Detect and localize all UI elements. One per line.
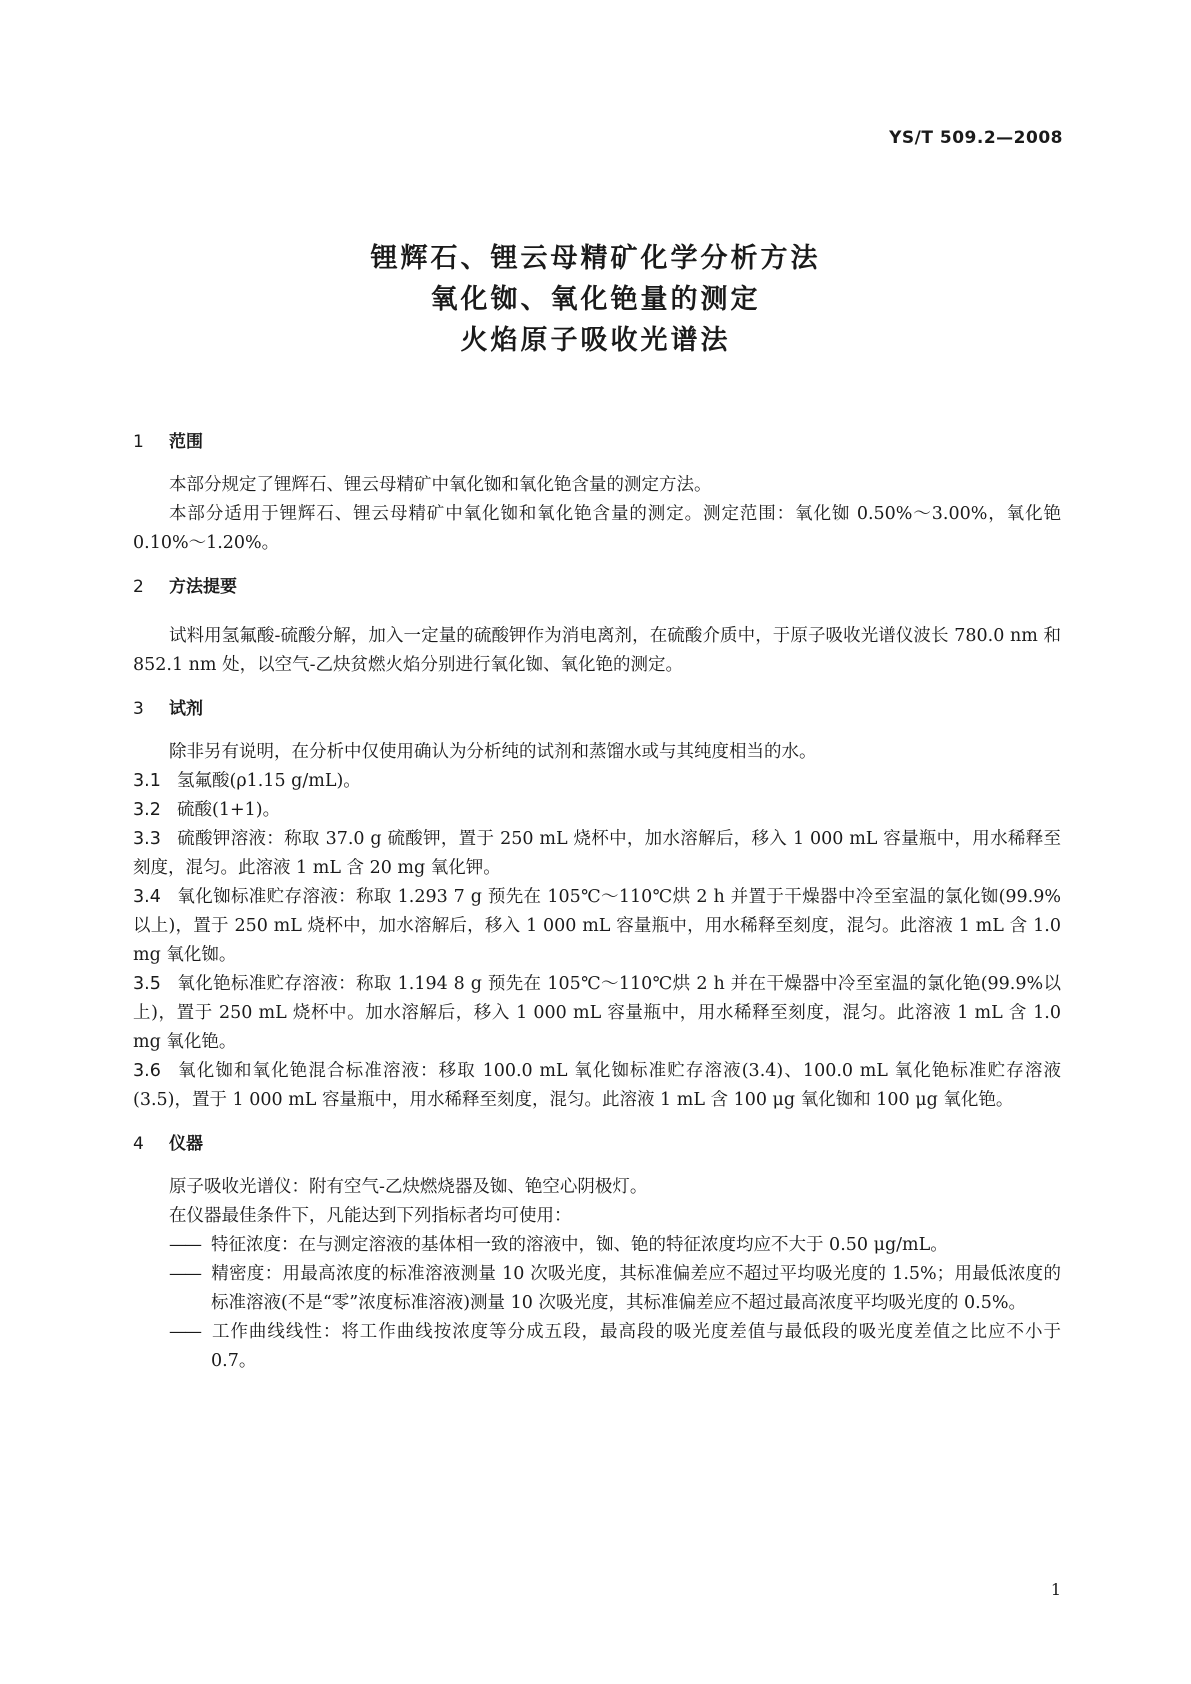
section-number: 2 <box>133 577 144 597</box>
dash-mark: —— <box>169 1235 200 1255</box>
item-text: 硫酸(1+1)。 <box>177 800 281 820</box>
paragraph: 本部分规定了锂辉石、锂云母精矿中氧化铷和氧化铯含量的测定方法。 <box>169 475 712 495</box>
section-title: 范围 <box>169 432 203 452</box>
item-text: 氧化铷和氧化铯混合标准溶液：移取 100.0 mL 氧化铷标准贮存溶液(3.4)、100.0 mL 氧化铯标准贮存溶液(3.5)，置于 1 000 mL 容量瓶中，用水稀释至刻度，混匀。此溶液 1 mL 含 100 μg 氧化铷和 100 μg 氧化铯。 <box>133 1061 1061 1110</box>
item-text: 氢氟酸(ρ1.15 g/mL)。 <box>177 771 361 791</box>
item-text: 氧化铯标准贮存溶液：称取 1.194 8 g 预先在 105℃～110℃烘 2 h 并在干燥器中冷至室温的氯化铯(99.9%以上)，置于 250 mL 烧杯中。加水溶解后，移入 1 000 mL 容量瓶中，用水稀释至刻度，混匀。此溶液 1 mL 含 1.0 mg 氧化铯。 <box>133 974 1061 1052</box>
item-number: 3.6 <box>133 1061 161 1081</box>
item-number: 3.2 <box>133 800 161 820</box>
paragraph: 在仪器最佳条件下，凡能达到下列指标者均可使用： <box>169 1206 572 1226</box>
paragraph: 原子吸收光谱仪：附有空气-乙炔燃烧器及铷、铯空心阴极灯。 <box>169 1177 648 1197</box>
standard-number: YS/T 509.2—2008 <box>889 128 1063 148</box>
page-number: 1 <box>1050 1580 1061 1599</box>
item-text: 硫酸钾溶液：称取 37.0 g 硫酸钾，置于 250 mL 烧杯中，加水溶解后，移入 1 000 mL 容量瓶中，用水稀释至刻度，混匀。此溶液 1 mL 含 20 mg 氧化钾。 <box>133 829 1061 878</box>
item-number: 3.4 <box>133 887 161 907</box>
item-number: 3.3 <box>133 829 161 849</box>
paragraph: 除非另有说明，在分析中仅使用确认为分析纯的试剂和蒸馏水或与其纯度相当的水。 <box>169 742 817 762</box>
section-title: 仪器 <box>169 1134 203 1154</box>
reagent-item <box>133 796 1061 825</box>
dash-text: 工作曲线线性：将工作曲线按浓度等分成五段，最高段的吸光度差值与最低段的吸光度差值之比应不小于 0.7。 <box>211 1322 1061 1371</box>
item-text: 氧化铷标准贮存溶液：称取 1.293 7 g 预先在 105℃～110℃烘 2 h 并置于干燥器中冷至室温的氯化铷(99.9%以上)，置于 250 mL 烧杯中，加水溶解后，移入 1 000 mL 容量瓶中，用水稀释至刻度，混匀。此溶液 1 mL 含 1.0 mg 氧化铷。 <box>133 887 1061 965</box>
reagent-item <box>133 970 1061 1057</box>
title-line-1: 锂辉石、锂云母精矿化学分析方法 <box>370 243 821 274</box>
section-heading-apparatus <box>133 1130 1061 1159</box>
paragraph: 试料用氢氟酸-硫酸分解，加入一定量的硫酸钾作为消电离剂，在硫酸介质中，于原子吸收光谱仪波长 780.0 nm 和 852.1 nm 处，以空气-乙炔贫燃火焰分别进行氧化铷、氧化铯的测定。 <box>133 626 1061 675</box>
paragraph: 本部分适用于锂辉石、锂云母精矿中氧化铷和氧化铯含量的测定。测定范围：氧化铷 0.50%～3.00%，氧化铯 0.10%～1.20%。 <box>133 504 1061 553</box>
reagent-item <box>133 1057 1061 1115</box>
item-number: 3.5 <box>133 974 161 994</box>
dash-mark: —— <box>169 1264 200 1284</box>
section-heading-principle <box>133 573 1061 602</box>
reagent-item <box>133 825 1061 883</box>
title-line-3: 火焰原子吸收光谱法 <box>460 325 731 356</box>
section-number: 1 <box>133 432 144 452</box>
reagent-item <box>133 767 1061 796</box>
dash-item <box>133 1318 1061 1376</box>
section-number: 4 <box>133 1134 144 1154</box>
dash-text: 特征浓度：在与测定溶液的基体相一致的溶液中，铷、铯的特征浓度均应不大于 0.50 μg/mL。 <box>211 1235 948 1255</box>
dash-item <box>133 1260 1061 1318</box>
item-number: 3.1 <box>133 771 161 791</box>
document-body <box>133 428 1061 1376</box>
dash-text: 精密度：用最高浓度的标准溶液测量 10 次吸光度，其标准偏差应不超过平均吸光度的 1.5%；用最低浓度的标准溶液(不是“零”浓度标准溶液)测量 10 次吸光度，其标准偏差应不超过最高浓度平均吸光度的 0.5%。 <box>211 1264 1061 1313</box>
title-line-2: 氧化铷、氧化铯量的测定 <box>430 284 761 315</box>
section-heading-reagents <box>133 695 1061 724</box>
dash-mark: —— <box>169 1322 200 1342</box>
section-title: 方法提要 <box>169 577 237 597</box>
dash-item <box>133 1231 1061 1260</box>
section-title: 试剂 <box>169 699 203 719</box>
section-heading-scope <box>133 428 1061 457</box>
reagent-item <box>133 883 1061 970</box>
section-number: 3 <box>133 699 144 719</box>
